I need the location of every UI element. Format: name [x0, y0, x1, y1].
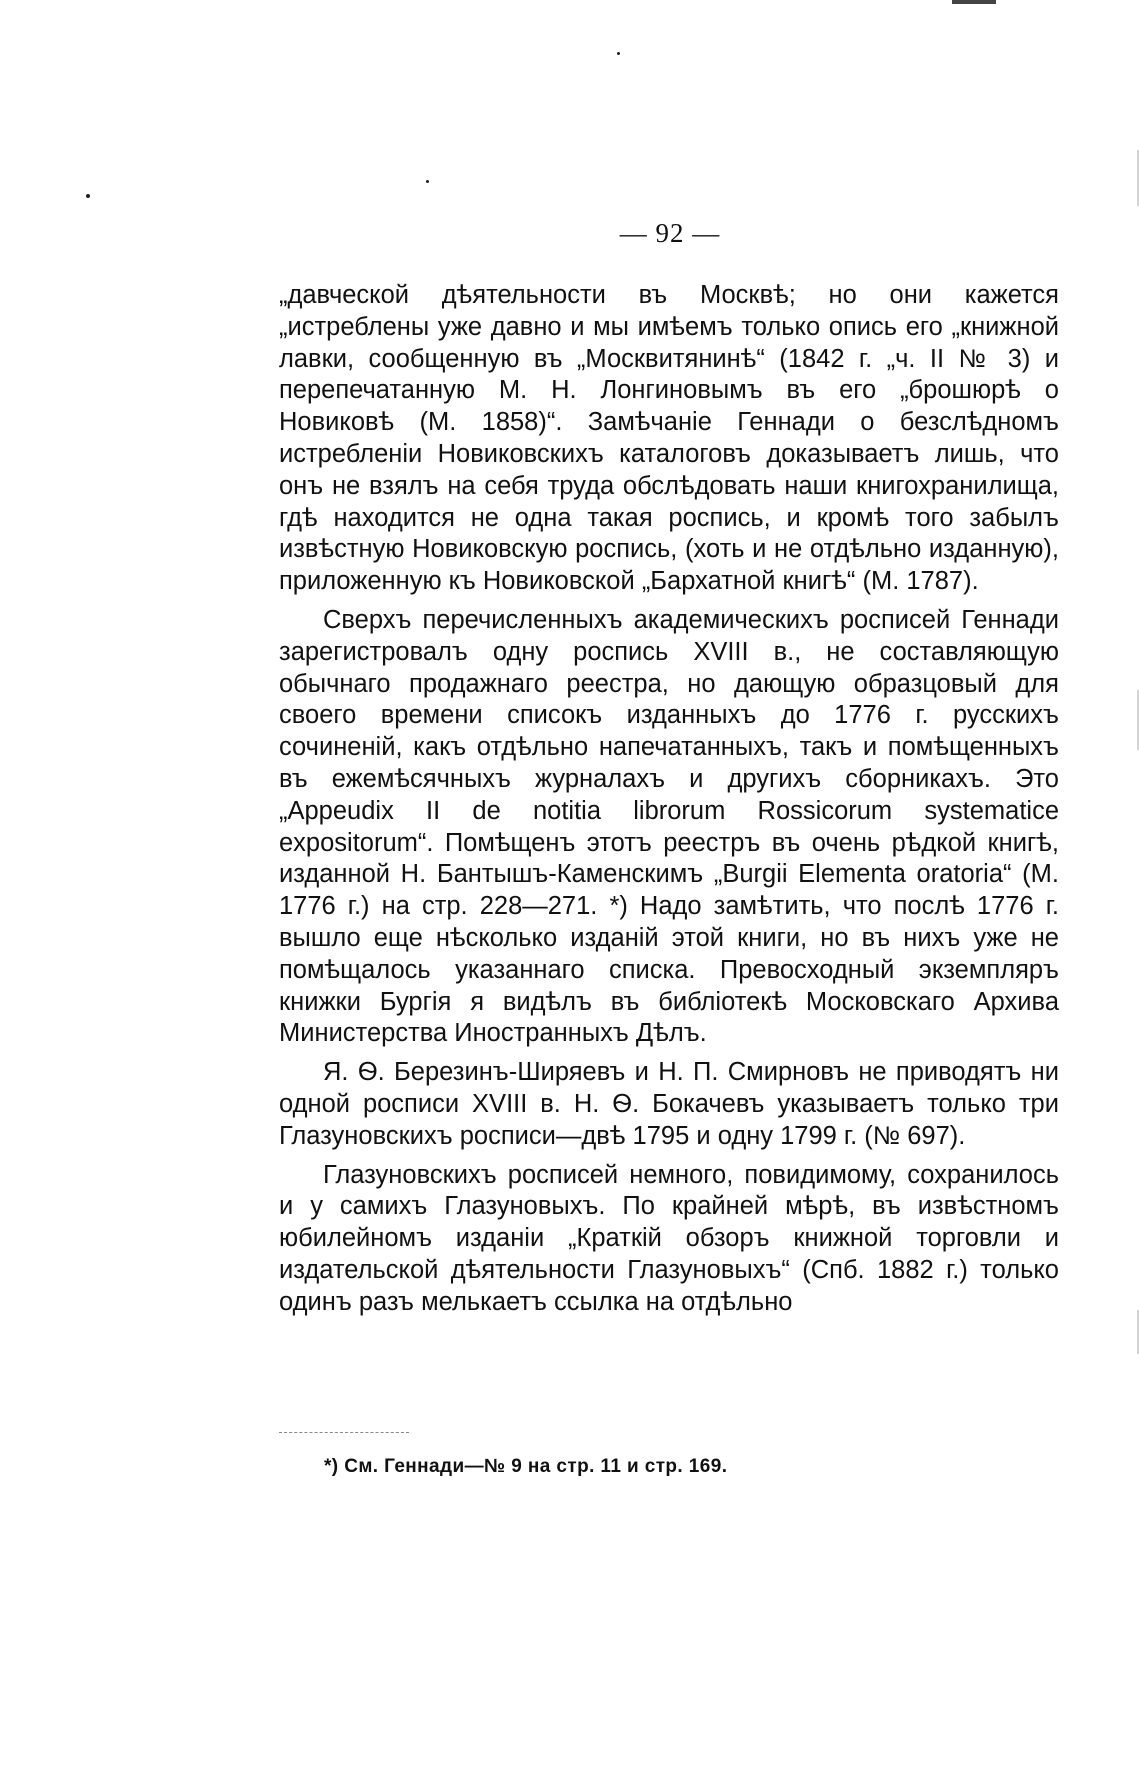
footnote: *) См. Геннади—№ 9 на стр. 11 и стр. 169.	[324, 1456, 728, 1477]
scan-speck	[617, 52, 620, 55]
page-number: — 92 —	[619, 218, 721, 248]
paragraph-2: Сверхъ перечисленныхъ академическихъ росписей Геннади зарегистровалъ одну роспись XVIII в., не составляющую обычнаго продажнаго реестра, но дающую образцовый для своего времени списокъ изданныхъ до 1776 г. русскихъ сочиненій, какъ отдѣльно напечатанныхъ, такъ и помѣщенныхъ въ ежемѣсячныхъ журналахъ и другихъ сборникахъ. Это „Appeudix II de notitia librorum Rossicorum systematice expositorum“. Помѣщенъ этотъ реестръ въ очень рѣдкой книгѣ, изданной Н. Бантышъ-Каменскимъ „Burgii Elementa oratoria“ (М. 1776 г.) на стр. 228—271. *) Надо замѣтить, что послѣ 1776 г. вышло еще нѣсколько изданій этой книги, но въ нихъ уже не помѣщалось указаннаго списка. Превосходный экземпляръ книжки Бургія я видѣлъ въ библіотекѣ Московскаго Архива Министерства Иностранныхъ Дѣлъ.	[279, 605, 1059, 1048]
scan-speck	[426, 180, 429, 183]
main-text	[279, 280, 1059, 1326]
paragraph-1: „давческой дѣятельности въ Москвѣ; но они кажется „истреблены уже давно и мы имѣемъ только опись его „книжной лавки, сообщенную въ „Москвитянинѣ“ (1842 г. „ч. II № 3) и перепечатанную М. Н. Лонгиновымъ въ его „брошюрѣ о Новиковѣ (М. 1858)“. Замѣчаніе Геннади о безслѣдномъ истребленіи Новиковскихъ каталоговъ доказываетъ лишь, что онъ не взялъ на себя труда обслѣдовать наши книгохранилища, гдѣ находится не одна такая роспись, и кромѣ того забылъ извѣстную Новиковскую роспись, (хоть и не отдѣльно изданную), приложенную къ Новиковской „Бархатной книгѣ“ (М. 1787).	[279, 281, 1059, 596]
scan-edge-mark	[952, 0, 996, 4]
scan-speck	[86, 194, 90, 198]
paragraph-4: Глазуновскихъ росписей немного, повидимому, сохранилось и у самихъ Глазуновыхъ. По крайней мѣрѣ, въ извѣстномъ юбилейномъ изданіи „Краткій обзоръ книжной торговли и издательской дѣятельности Глазуновыхъ“ (Спб. 1882 г.) только одинъ разъ мелькаетъ ссылка на отдѣльно	[279, 1160, 1059, 1316]
scan-edge-rule	[1137, 690, 1139, 750]
footnote-divider	[279, 1432, 409, 1433]
scan-edge-rule	[1137, 1310, 1139, 1354]
scan-edge-rule	[1137, 150, 1139, 206]
paragraph-3: Я. Ѳ. Березинъ-Ширяевъ и Н. П. Смирновъ не приводятъ ни одной росписи XVIII в. Н. Ѳ. Бокачевъ указываетъ только три Глазуновскихъ росписи—двѣ 1795 и одну 1799 г. (№ 697).	[279, 1058, 1059, 1150]
